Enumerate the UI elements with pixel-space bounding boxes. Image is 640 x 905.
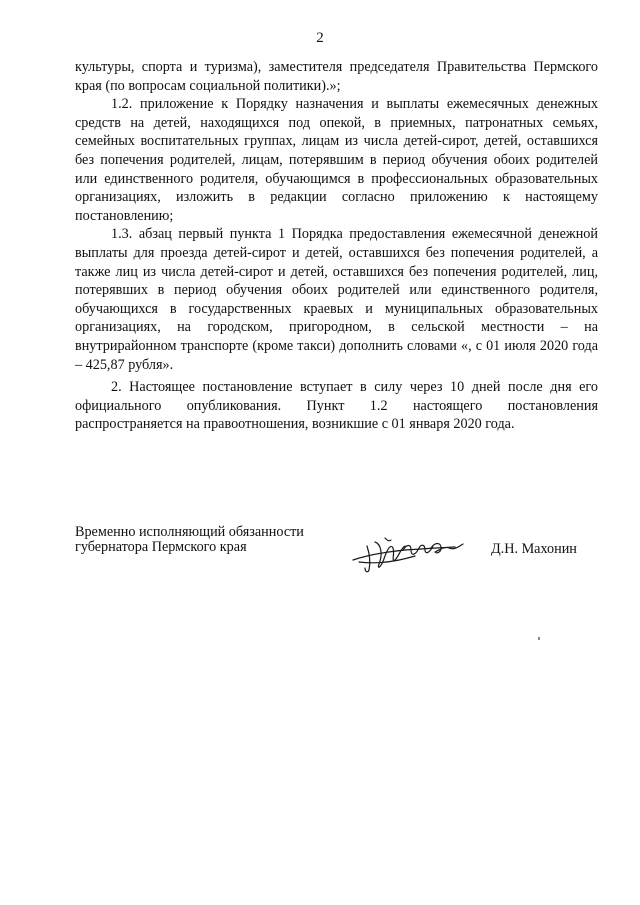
signatory-name: Д.Н. Махонин [491,541,577,557]
signatory-position-line-2: губернатора Пермского края [75,539,247,555]
paragraph-2: 2. Настоящее постановление вступает в силу через 10 дней после дня его официального опубликования. Пункт 1.2 настоящего постановления распространяется на правоотношения, возникшие с 01 января 2020 года. [75,379,598,433]
signatory-position-line-1: Временно исполняющий обязанности [75,524,304,540]
page-number: 2 [316,30,324,46]
paragraph-1-2: 1.2. приложение к Порядку назначения и выплаты ежемесячных денежных средств на детей, находящихся под опекой, в приемных, патронатных семьях, семейных воспитательных группах, лицам из числа детей-сирот, детей, оставшихся без попечения родителей, лицам, потерявшим в период обучения обоих родителей или единственного родителя, обучающимся в профессиональных образовательных организациях, изложить в редакции согласно приложению к настоящему постановлению; [75,96,598,224]
paragraph-continuation: культуры, спорта и туризма), заместителя председателя Правительства Пермского края (по вопросам социальной политики).»; [75,59,598,94]
handwritten-signature [345,526,480,576]
paragraph-1-3: 1.3. абзац первый пункта 1 Порядка предоставления ежемесячной денежной выплаты для проезда детей-сирот и детей, оставшихся без попечения родителей, а также лиц из числа детей-сирот и детей, оставшихся без попечения родителей, лиц, потерявших в период обучения обоих родителей или единственного родителя, обучающихся в государственных краевых и муниципальных образовательных организациях, на городском, пригородном, в сельской местности – на внутрирайонном транспорте (кроме такси) дополнить словами «, с 01 июля 2020 года – 425,87 рубля». [75,226,598,373]
document-body [75,58,598,434]
scan-speck [538,637,540,640]
signatory-position [75,525,355,555]
